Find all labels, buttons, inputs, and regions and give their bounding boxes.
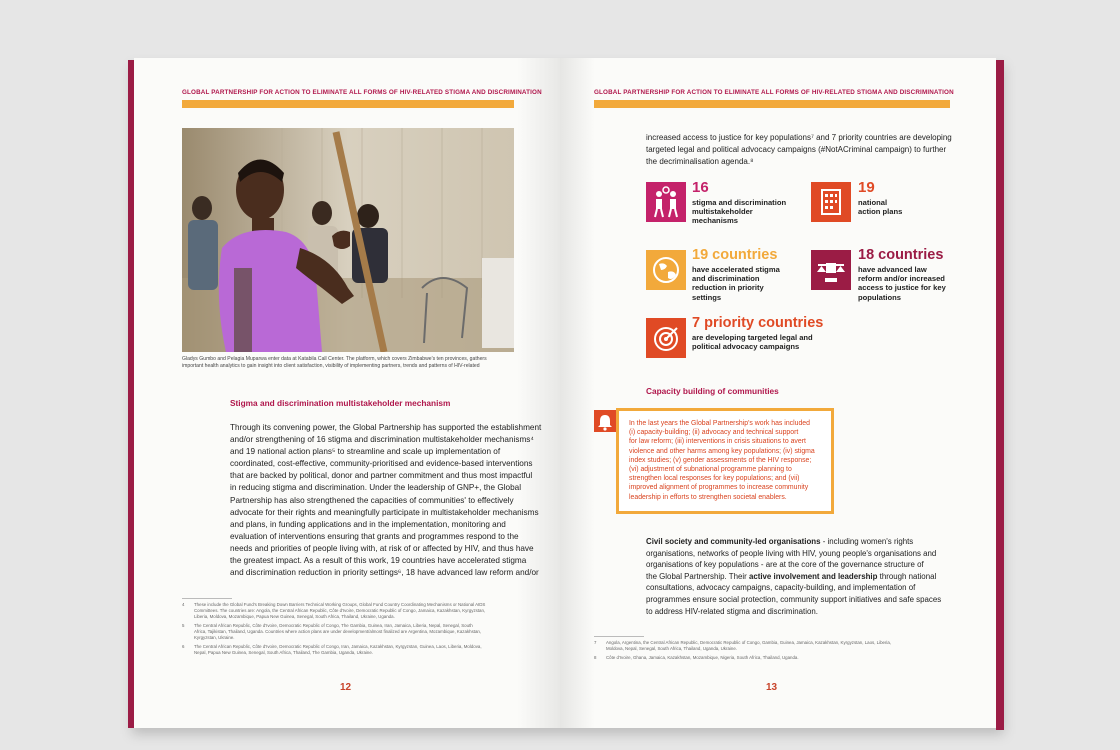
body-line: programmes ensure social protection, community support initiatives and safe spaces — [646, 594, 942, 604]
right-page — [560, 58, 996, 728]
stat-label — [692, 265, 780, 302]
body-line: to address HIV-related stigma and discrimination. — [646, 606, 818, 616]
header-rule — [182, 100, 514, 108]
body-line: evaluation of interventions ensuring that grants and programmes respond to the — [230, 531, 519, 541]
stat-label-line: settings — [692, 292, 722, 302]
body-line: advocate for their rights and meaningfully participate in multistakeholder mechanisms — [230, 507, 539, 517]
stat-label — [858, 265, 946, 302]
stat-label — [858, 198, 902, 216]
footnote-number: 4 — [182, 602, 185, 607]
footnote-text: Moldova, Nepal, Senegal, South Africa, Thailand, Uganda, Ukraine. — [606, 646, 737, 651]
photo — [182, 128, 514, 352]
stat-label — [692, 198, 786, 226]
footnote — [182, 644, 502, 656]
body-line — [646, 571, 986, 583]
stat-label-line: multistakeholder — [692, 207, 753, 217]
stat-label-line: political advocacy campaigns — [692, 342, 800, 352]
people-gears-icon — [646, 182, 686, 222]
footnote-number: 6 — [182, 644, 185, 649]
footnote-text: Kyrgyzstan, Ukraine. — [194, 635, 235, 640]
body-line — [646, 536, 986, 548]
callout-line: strengthen local responses for key populations; and (vii) — [629, 475, 800, 483]
footnote-text: These include the Global Fund's Breaking Down Barriers Technical Working Groups, Global Fund Country Coordinating Mechanisms or National AIDS — [194, 602, 486, 607]
text: - including women's rights — [820, 537, 914, 546]
body-line: Through its convening power, the Global Partnership has supported the establishment — [230, 423, 542, 432]
caption-line: Gladys Gumbo and Pelagia Muparwa enter data at Katabila Call Center. The platform, which covers Zimbabwe's ten provinces, gathers — [182, 356, 487, 362]
running-header: GLOBAL PARTNERSHIP FOR ACTION TO ELIMINATE ALL FORMS OF HIV-RELATED STIGMA AND DISCRIMINATION — [594, 89, 954, 96]
callout-line: violence and other harms among key populations; (iv) stigma — [629, 447, 815, 455]
photo-caption — [182, 356, 514, 370]
body-line: consultations, advocacy campaigns, capacity-building, and implementation of — [646, 583, 916, 593]
callout-line: for law reform; (iii) interventions in crisis situations to avert — [629, 438, 806, 446]
page-number: 12 — [340, 682, 352, 693]
body-line: and discrimination reduction in priority settings⁶, 18 have advanced law reform and/or — [230, 568, 539, 578]
footnotes — [594, 640, 954, 661]
stat-label-line: have accelerated stigma — [692, 265, 780, 274]
footnote — [182, 602, 502, 620]
footnote-text: The Central African Republic, Côte d'Ivoire, Democratic Republic of Congo, The Gambia, Guinea, Iran, Jamaica, Liberia, Nepal, Senegal, South — [194, 623, 473, 628]
stat-label-line: reduction in priority — [692, 283, 764, 293]
body-line: Partnership has also strengthened the capacities of communities' to effectively — [230, 495, 514, 505]
body-line: and 19 national action plans⁵ to streamline and scale up implementation of — [230, 447, 501, 457]
body-line: and/or strengthening of 16 stigma and discrimination multistakeholder mechanisms⁴ — [230, 435, 534, 445]
footnote-text: Côte d'Ivoire, Ghana, Jamaica, Kazakhstan, Mozambique, Nigeria, South Africa, Thailand, Uganda. — [606, 655, 799, 660]
body-line: and plans, in funding applications and in the implementation, monitoring and — [230, 519, 506, 529]
page-number: 13 — [766, 682, 778, 693]
footnote-rule — [182, 598, 232, 599]
body-line: the greatest impact. As a result of this work, 19 countries have accelerated stigma — [230, 556, 527, 566]
footnote-rule — [594, 636, 644, 637]
justice-scales-icon — [811, 250, 851, 290]
callout-line: improved alignment of programmes to increase community — [629, 484, 809, 492]
footnote-number: 5 — [182, 623, 185, 628]
footnote — [182, 623, 502, 641]
body-line: targeted legal and political advocacy campaigns (#NotACriminal campaign) to further — [646, 145, 947, 155]
body-line: organisations of key populations - are at the core of the governance structure of — [646, 560, 924, 570]
globe-icon — [646, 250, 686, 290]
stat-label-line: are developing targeted legal and — [692, 333, 813, 342]
footnote-text: Angola, Argentina, the Central African Republic, Democratic Republic of Congo, Gambia, Guinea, Jamaica, Kazakhstan, Kyrgyzstan, Laos, Liberia, — [606, 640, 892, 645]
text: through national — [877, 571, 937, 581]
body-line: coordinated, cost-effective, community-prioritised and evidence-based interventions — [230, 459, 533, 469]
target-icon — [646, 318, 686, 358]
body-line: organisations, networks of people living with HIV, young people's organisations and — [646, 548, 937, 558]
footnote-text: The Central African Republic, Côte d'Ivoire, Democratic Republic of Congo, Iran, Jamaica, Kazakhstan, Kyrgyzstan, Guinea, Laos, Liberia, Moldova, — [194, 644, 482, 649]
stat-label-line: national — [858, 198, 888, 207]
body-text — [646, 536, 986, 617]
callout-line: index studies; (v) gender assessments of the HIV response; — [629, 456, 812, 464]
checklist-icon — [811, 182, 851, 222]
body-line: that are backed by political, donor and partner commitment and thus most impactful — [230, 471, 533, 481]
callout-line: (vi) adjustment of subnational programme planning to — [629, 466, 792, 474]
footnote-number: 8 — [594, 655, 597, 660]
stat-label-line: and discrimination — [692, 274, 760, 284]
stat-label — [692, 333, 813, 351]
caption-line: important health analytics to gain insight into client satisfaction, visibility of implementing partners, trends and patterns of HIV-related — [182, 363, 480, 369]
callout-line: leadership in efforts to strengthen societal enablers. — [629, 493, 787, 501]
stat-label-line: have advanced law — [858, 265, 927, 274]
footnote — [594, 640, 954, 652]
body-line: increased access to justice for key populations⁷ and 7 priority countries are developing — [646, 133, 952, 142]
bold-text: active involvement and leadership — [748, 571, 878, 581]
callout-line: In the last years the Global Partnership's work has included — [629, 420, 810, 427]
running-header: GLOBAL PARTNERSHIP FOR ACTION TO ELIMINATE ALL FORMS OF HIV-RELATED STIGMA AND DISCRIMINATION — [182, 89, 542, 96]
photo-image — [182, 128, 514, 352]
stat-label-line: stigma and discrimination — [692, 198, 787, 207]
footnote-text: Nepal, Papua New Guinea, Senegal, South Africa, Thailand, The Gambia, Uganda, Ukraine. — [194, 650, 373, 655]
footnote — [594, 655, 954, 661]
left-page — [134, 58, 560, 728]
bold-text: Civil society and community-led organisations — [646, 537, 821, 546]
header-rule — [594, 100, 950, 108]
stat-label-line: populations — [858, 292, 902, 302]
footnote-text: Africa, Tajikistan, Thailand, Uganda. Countries where action plans are under development/almost finalized are Argentina, Mozambique, Kazakhstan, — [194, 629, 482, 634]
stat-label-line: action plans — [858, 207, 903, 217]
body-line: needs and priorities of people living with, at risk of or affected by HIV, and thus have — [230, 543, 534, 553]
stat-value: 7 priority countries — [692, 315, 824, 331]
footnote-text: Committees. The countries are: Angola, the Central African Republic, Côte d'Ivoire, Democratic Republic of Congo, Jamaica, Kazakhstan, Kyrgyzstan, — [194, 608, 486, 613]
text: the Global Partnership. Their — [646, 571, 749, 581]
stat-value: 16 — [692, 179, 709, 196]
stat-label-line: mechanisms — [692, 216, 739, 226]
footnote-number: 7 — [594, 640, 597, 645]
back-cover-edge-right — [996, 60, 1004, 730]
intro-text — [646, 132, 976, 168]
stat-value: 18 countries — [858, 247, 944, 263]
stat-value: 19 — [858, 179, 875, 196]
body-text — [230, 422, 550, 579]
section-heading: Stigma and discrimination multistakeholder mechanism — [230, 398, 451, 408]
section-heading: Capacity building of communities — [646, 386, 779, 396]
callout-box — [616, 408, 834, 514]
stat-label-line: access to justice for key — [858, 283, 946, 293]
stat-value: 19 countries — [692, 247, 778, 263]
stat-label-line: reform and/or increased — [858, 274, 945, 284]
footnotes — [182, 602, 502, 656]
footnote-text: Liberia, Moldova, Mozambique, Papua New Guinea, Senegal, South Africa, Thailand, Ukraine, Uganda. — [194, 614, 395, 619]
callout-line: (i) capacity-building; (ii) advocacy and technical support — [629, 429, 799, 437]
body-line: the decriminalisation agenda.⁸ — [646, 157, 754, 167]
body-line: in reducing stigma and discrimination. Under the leadership of GNP+, the Global — [230, 483, 522, 493]
